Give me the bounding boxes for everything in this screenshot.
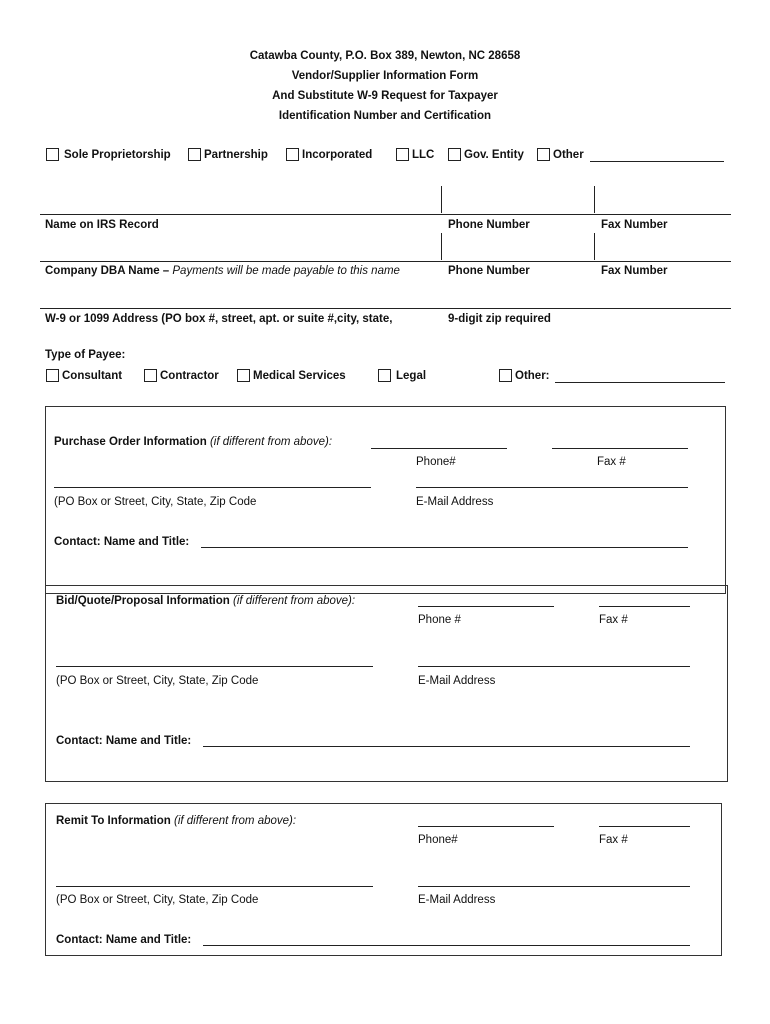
remit-email-label: E-Mail Address [418, 894, 496, 906]
legal-checkbox[interactable] [378, 369, 391, 382]
po-contact-line[interactable] [201, 547, 688, 548]
bid-address-line[interactable] [56, 666, 373, 667]
fax-number-label: Fax Number [601, 219, 668, 231]
po-address-line[interactable] [54, 487, 371, 488]
w9-address-label: W-9 or 1099 Address (PO box #, street, apt. or suite #,city, state, [45, 313, 393, 325]
remit-fax-label: Fax # [599, 834, 628, 846]
bid-fax-label: Fax # [599, 614, 628, 626]
purchase-order-title [54, 435, 332, 449]
consultant-label: Consultant [62, 370, 123, 382]
company-dba-label [45, 264, 400, 278]
sole-proprietorship-label: Sole Proprietorship [64, 149, 171, 161]
company-dba-label-text: Company DBA Name – [45, 265, 170, 277]
po-contact-label: Contact: Name and Title: [54, 536, 190, 548]
bid-fax-line[interactable] [599, 606, 690, 607]
remit-fax-line[interactable] [599, 826, 690, 827]
type-of-payee-title: Type of Payee: [45, 349, 126, 361]
purchase-order-title-text: Purchase Order Information [54, 436, 207, 448]
divider [594, 233, 595, 260]
fax-number-label-2: Fax Number [601, 265, 668, 277]
remit-to-title [56, 814, 296, 828]
bid-phone-label: Phone # [418, 614, 461, 626]
gov-entity-label: Gov. Entity [464, 149, 524, 161]
llc-label: LLC [412, 149, 435, 161]
name-on-irs-field[interactable] [44, 194, 434, 208]
bid-email-label: E-Mail Address [418, 675, 496, 687]
po-phone-label: Phone# [416, 456, 456, 468]
divider [40, 261, 731, 262]
remit-address-label: (PO Box or Street, City, State, Zip Code [56, 894, 259, 906]
bid-quote-title-text: Bid/Quote/Proposal Information [56, 595, 230, 607]
phone-number-label: Phone Number [448, 219, 530, 231]
bid-contact-label: Contact: Name and Title: [56, 735, 192, 747]
po-fax-line[interactable] [552, 448, 688, 449]
contractor-label: Contractor [160, 370, 219, 382]
contractor-checkbox[interactable] [144, 369, 157, 382]
consultant-checkbox[interactable] [46, 369, 59, 382]
other-entity-line[interactable] [590, 161, 724, 162]
purchase-order-note: (if different from above): [209, 436, 333, 448]
po-email-label: E-Mail Address [416, 496, 494, 508]
po-email-line[interactable] [416, 487, 688, 488]
po-fax-label: Fax # [597, 456, 626, 468]
zip-required-label: 9-digit zip required [448, 313, 551, 325]
bid-quote-title [56, 594, 355, 608]
divider [40, 214, 731, 215]
phone-number-label-2: Phone Number [448, 265, 530, 277]
partnership-checkbox[interactable] [188, 148, 201, 161]
w9-address-field[interactable] [44, 287, 434, 301]
remit-contact-label: Contact: Name and Title: [56, 934, 192, 946]
header-line-4: Identification Number and Certification [278, 110, 492, 122]
bid-quote-note: (if different from above): [232, 595, 356, 607]
remit-phone-line[interactable] [418, 826, 554, 827]
name-on-irs-label: Name on IRS Record [45, 219, 159, 231]
gov-entity-checkbox[interactable] [448, 148, 461, 161]
medical-services-checkbox[interactable] [237, 369, 250, 382]
header-line-2: Vendor/Supplier Information Form [291, 70, 479, 82]
remit-phone-label: Phone# [418, 834, 458, 846]
divider [441, 233, 442, 260]
partnership-label: Partnership [204, 149, 268, 161]
remit-address-line[interactable] [56, 886, 373, 887]
po-address-label: (PO Box or Street, City, State, Zip Code [54, 496, 257, 508]
remit-to-note: (if different from above): [173, 815, 297, 827]
other-entity-checkbox[interactable] [537, 148, 550, 161]
sole-proprietorship-checkbox[interactable] [46, 148, 59, 161]
other-payee-checkbox[interactable] [499, 369, 512, 382]
llc-checkbox[interactable] [396, 148, 409, 161]
company-dba-note: Payments will be made payable to this name [172, 265, 400, 277]
other-entity-label: Other [553, 149, 584, 161]
remit-contact-line[interactable] [203, 945, 690, 946]
bid-contact-line[interactable] [203, 746, 690, 747]
remit-to-title-text: Remit To Information [56, 815, 171, 827]
incorporated-checkbox[interactable] [286, 148, 299, 161]
bid-email-line[interactable] [418, 666, 690, 667]
divider [40, 308, 731, 309]
bid-address-label: (PO Box or Street, City, State, Zip Code [56, 675, 259, 687]
medical-services-label: Medical Services [253, 370, 346, 382]
other-payee-label: Other: [515, 370, 550, 382]
remit-email-line[interactable] [418, 886, 690, 887]
divider [594, 186, 595, 213]
header-line-3: And Substitute W-9 Request for Taxpayer [272, 90, 498, 102]
bid-phone-line[interactable] [418, 606, 554, 607]
legal-label: Legal [396, 370, 427, 382]
incorporated-label: Incorporated [302, 149, 373, 161]
company-dba-field[interactable] [44, 240, 434, 254]
header-line-1: Catawba County, P.O. Box 389, Newton, NC 28658 [249, 50, 521, 62]
divider [441, 186, 442, 213]
other-payee-line[interactable] [555, 382, 725, 383]
po-phone-line[interactable] [371, 448, 507, 449]
